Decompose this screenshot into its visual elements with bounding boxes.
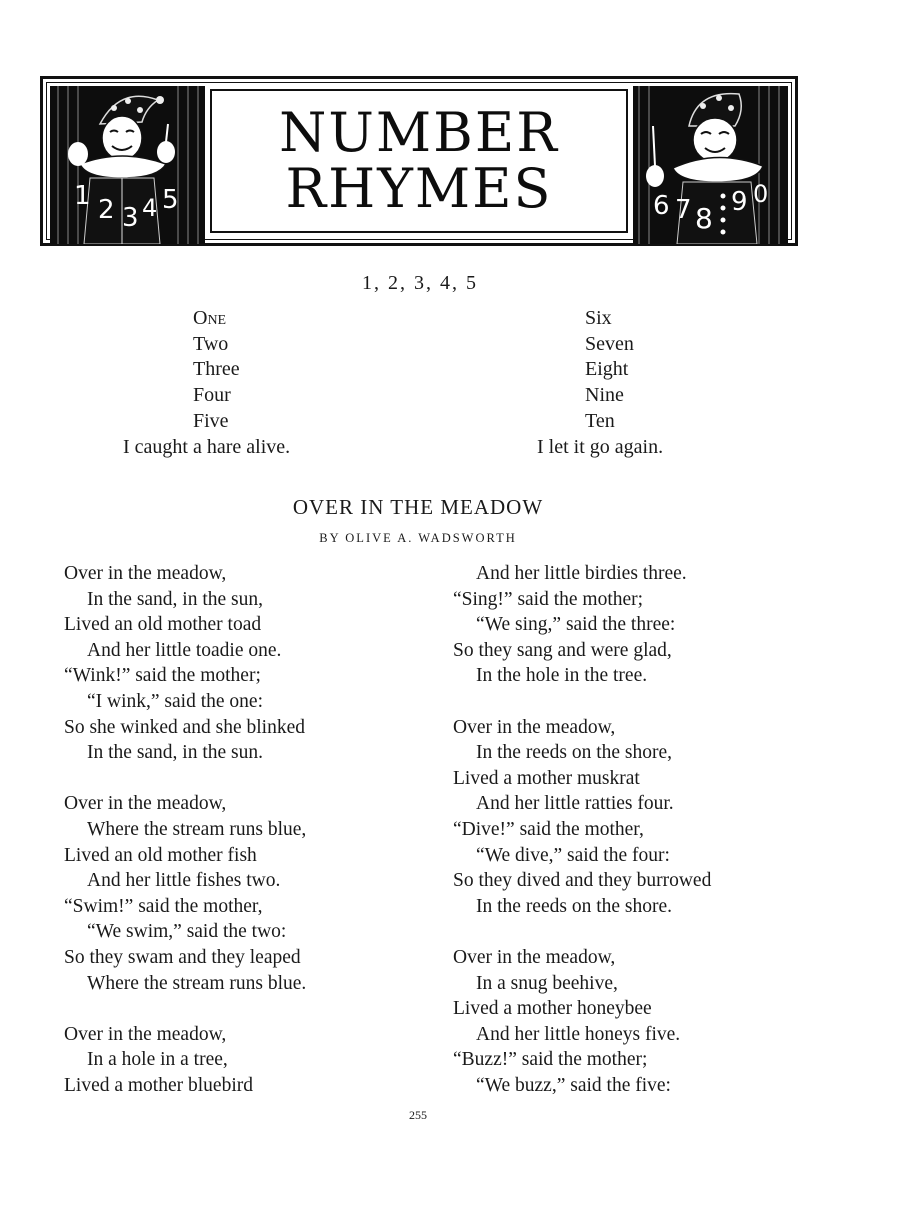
left-digits-text: 1 bbox=[74, 181, 91, 211]
poem-line: In the reeds on the shore. bbox=[476, 895, 673, 917]
jester-right-icon bbox=[633, 86, 788, 244]
count-two: Two bbox=[193, 332, 229, 355]
poem-line: In a snug beehive, bbox=[476, 972, 618, 994]
svg-text:0: 0 bbox=[753, 180, 769, 208]
poem-stanza bbox=[64, 561, 306, 766]
poem-line: Lived a mother muskrat bbox=[453, 767, 640, 789]
poem-line: “We dive,” said the four: bbox=[476, 844, 670, 866]
counting-right-column bbox=[537, 306, 663, 460]
counting-left-column bbox=[123, 306, 290, 460]
svg-text:7: 7 bbox=[675, 195, 692, 225]
poem-line: “We buzz,” said the five: bbox=[476, 1074, 671, 1096]
count-ten: Ten bbox=[585, 409, 615, 432]
svg-text:3: 3 bbox=[122, 203, 139, 233]
poem-line: So she winked and she blinked bbox=[64, 716, 306, 738]
poem-line: Over in the meadow, bbox=[453, 946, 616, 968]
poem-stanza bbox=[453, 945, 711, 1099]
count-four: Four bbox=[193, 384, 231, 407]
poem-stanza bbox=[453, 561, 711, 689]
poem-line: Over in the meadow, bbox=[64, 1023, 227, 1045]
title-line-1: NUMBER bbox=[279, 101, 559, 164]
poem-line: In the sand, in the sun. bbox=[87, 742, 264, 764]
count-nine: Nine bbox=[585, 384, 624, 407]
page-number: 255 bbox=[409, 1108, 427, 1122]
poem-line: So they dived and they burrowed bbox=[453, 870, 712, 892]
left-jester-panel bbox=[50, 86, 205, 244]
poem-line: And her little toadie one. bbox=[87, 639, 282, 661]
poem-line: In the sand, in the sun, bbox=[87, 588, 264, 610]
title-banner bbox=[40, 76, 798, 246]
poem-line: “Buzz!” said the mother; bbox=[453, 1049, 648, 1071]
count-six: Six bbox=[585, 307, 612, 329]
count-eight: Eight bbox=[585, 358, 629, 381]
poem-line: Lived a mother bluebird bbox=[64, 1074, 253, 1096]
svg-text:4: 4 bbox=[142, 194, 158, 222]
poem-line: Lived a mother honeybee bbox=[453, 998, 652, 1020]
count-five: Five bbox=[193, 409, 229, 432]
poem-line: “We sing,” said the three: bbox=[476, 614, 676, 636]
poem-line: Over in the meadow, bbox=[453, 716, 616, 738]
poem-line: And her little ratties four. bbox=[476, 793, 674, 815]
poem-line: So they swam and they leaped bbox=[64, 946, 301, 968]
counting-rhyme-heading: 1, 2, 3, 4, 5 bbox=[362, 272, 478, 294]
count-seven: Seven bbox=[585, 332, 634, 355]
title-line-2: RHYMES bbox=[285, 157, 553, 220]
count-right-closing: I let it go again. bbox=[537, 435, 664, 458]
poem-title: OVER IN THE MEADOW bbox=[292, 495, 544, 519]
poem-line: So they sang and were glad, bbox=[453, 639, 672, 661]
poem-line: In the reeds on the shore, bbox=[476, 742, 673, 764]
poem-line: Where the stream runs blue. bbox=[87, 972, 307, 994]
banner-frame bbox=[46, 82, 792, 240]
poem-author: BY OLIVE A. WADSWORTH bbox=[319, 531, 517, 545]
poem-right-column bbox=[453, 561, 711, 1124]
poem-line: “Dive!” said the mother, bbox=[453, 818, 644, 840]
poem-line: Over in the meadow, bbox=[64, 793, 227, 815]
poem-line: And her little honeys five. bbox=[476, 1023, 681, 1045]
poem-line: In the hole in the tree. bbox=[476, 665, 648, 687]
poem-stanza bbox=[64, 1022, 306, 1099]
svg-text:9: 9 bbox=[731, 187, 748, 217]
poem-line: Lived an old mother toad bbox=[64, 614, 262, 636]
jester-left-icon bbox=[50, 86, 205, 244]
poem-line: “Sing!” said the mother; bbox=[453, 588, 644, 610]
poem-line: And her little fishes two. bbox=[87, 870, 281, 892]
poem-left-column bbox=[64, 561, 306, 1124]
svg-text:5: 5 bbox=[162, 185, 179, 215]
poem-line: Lived an old mother fish bbox=[64, 844, 257, 866]
right-jester-panel bbox=[633, 86, 788, 244]
poem-line: Over in the meadow, bbox=[64, 563, 227, 584]
poem-line: Where the stream runs blue, bbox=[87, 818, 307, 840]
poem-stanza bbox=[453, 715, 711, 920]
svg-text:8: 8 bbox=[695, 202, 713, 235]
poem-line: “I wink,” said the one: bbox=[87, 690, 263, 712]
count-one: One bbox=[193, 307, 227, 329]
svg-text:2: 2 bbox=[98, 195, 115, 225]
poem-line: “Swim!” said the mother, bbox=[64, 895, 263, 917]
poem-line: “Wink!” said the mother; bbox=[64, 665, 261, 687]
title-box bbox=[210, 89, 628, 233]
svg-text:6: 6 bbox=[653, 191, 670, 221]
count-left-closing: I caught a hare alive. bbox=[123, 435, 291, 458]
poem-line: And her little birdies three. bbox=[476, 563, 687, 584]
count-three: Three bbox=[193, 358, 240, 381]
poem-stanza bbox=[64, 791, 306, 996]
poem-line: In a hole in a tree, bbox=[87, 1049, 228, 1071]
poem-line: “We swim,” said the two: bbox=[87, 921, 287, 943]
